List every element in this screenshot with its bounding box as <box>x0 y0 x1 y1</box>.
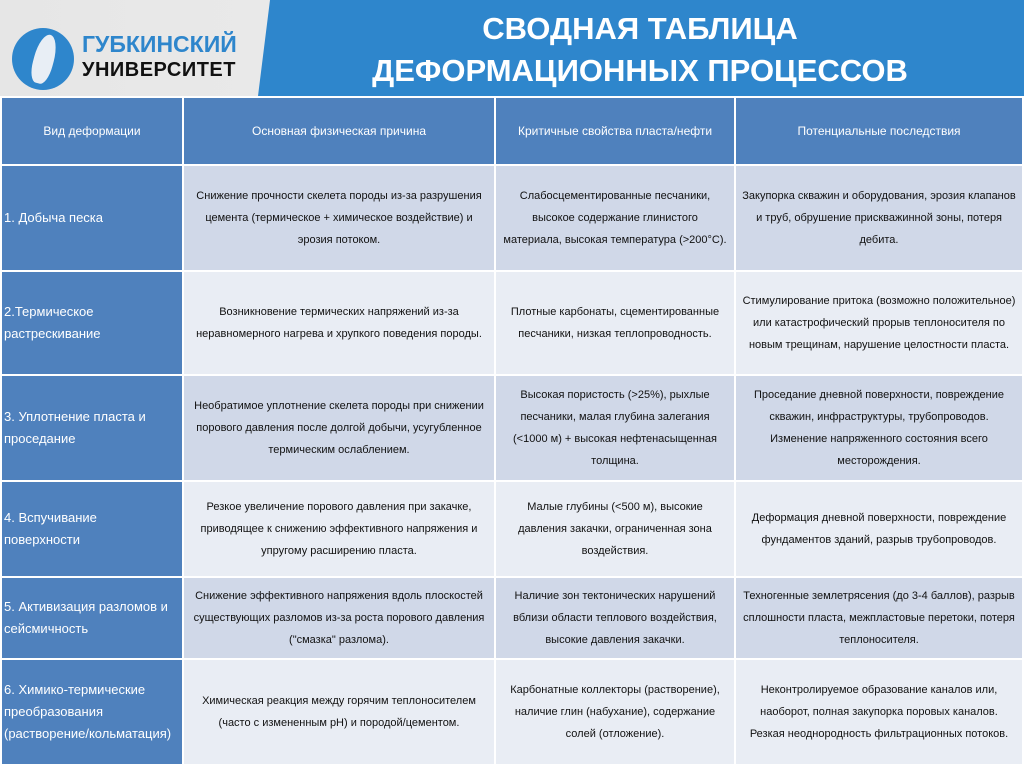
title-line1: СВОДНАЯ ТАБЛИЦА <box>482 11 798 46</box>
table-cell: Деформация дневной поверхности, повреждение фундаментов зданий, разрыв трубопроводов. <box>735 481 1023 577</box>
logo-text-line1: ГУБКИНСКИЙ <box>82 31 237 57</box>
table-cell: Резкое увеличение порового давления при закачке, приводящее к снижению эффективного напряжения и упругому расширению пласта. <box>183 481 495 577</box>
slide-title <box>300 8 980 92</box>
table-cell: Слабосцементированные песчаники, высокое содержание глинистого материала, высокая температура (>200°C). <box>495 165 735 271</box>
table-row <box>1 165 1023 271</box>
table-cell: Техногенные землетрясения (до 3-4 баллов), разрыв сплошности пласта, межпластовые перетоки, потеря теплоносителя. <box>735 577 1023 659</box>
column-header: Критичные свойства пласта/нефти <box>495 97 735 165</box>
table-row <box>1 577 1023 659</box>
column-header: Потенциальные последствия <box>735 97 1023 165</box>
deformation-table <box>0 96 1024 766</box>
table-cell: Стимулирование притока (возможно положительное) или катастрофический прорыв теплоносителя по новым трещинам, нарушение целостности пласта. <box>735 271 1023 375</box>
column-header: Основная физическая причина <box>183 97 495 165</box>
title-line2: ДЕФОРМАЦИОННЫХ ПРОЦЕССОВ <box>372 53 908 88</box>
table-cell: Высокая пористость (>25%), рыхлые песчаники, малая глубина залегания (<1000 м) + высокая нефтенасыщенная толщина. <box>495 375 735 481</box>
table-cell: Плотные карбонаты, сцементированные песчаники, низкая теплопроводность. <box>495 271 735 375</box>
table-cell: Химическая реакция между горячим теплоносителем (часто с измененным pH) и породой/цементом. <box>183 659 495 765</box>
deformation-type-cell: 5. Активизация разломов и сейсмичность <box>1 577 183 659</box>
table-row <box>1 375 1023 481</box>
table-header-row <box>1 97 1023 165</box>
table-cell: Необратимое уплотнение скелета породы при снижении порового давления после долгой добычи, усугубленное термическим ослаблением. <box>183 375 495 481</box>
table-cell: Наличие зон тектонических нарушений вблизи области теплового воздействия, высокие давления закачки. <box>495 577 735 659</box>
table-row <box>1 271 1023 375</box>
table-cell: Карбонатные коллекторы (растворение), наличие глин (набухание), содержание солей (отложение). <box>495 659 735 765</box>
table-cell: Возникновение термических напряжений из-за неравномерного нагрева и хрупкого поведения породы. <box>183 271 495 375</box>
deformation-type-cell: 1. Добыча песка <box>1 165 183 271</box>
table-cell: Проседание дневной поверхности, повреждение скважин, инфраструктуры, трубопроводов. Изменение напряженного состояния всего месторождения. <box>735 375 1023 481</box>
university-logo-icon <box>12 28 74 90</box>
deformation-type-cell: 3. Уплотнение пласта и проседание <box>1 375 183 481</box>
logo-text-line2: УНИВЕРСИТЕТ <box>82 59 236 81</box>
table-cell: Малые глубины (<500 м), высокие давления закачки, ограниченная зона воздействия. <box>495 481 735 577</box>
deformation-type-cell: 2.Термическое растрескивание <box>1 271 183 375</box>
table-cell: Закупорка скважин и оборудования, эрозия клапанов и труб, обрушение прискважинной зоны, потеря дебита. <box>735 165 1023 271</box>
deformation-type-cell: 6. Химико-термические преобразования (растворение/кольматация) <box>1 659 183 765</box>
table-cell: Снижение прочности скелета породы из-за разрушения цемента (термическое + химическое воздействие) и эрозия потоком. <box>183 165 495 271</box>
table-row <box>1 659 1023 765</box>
table-cell: Снижение эффективного напряжения вдоль плоскостей существующих разломов из-за роста порового давления ("смазка" разлома). <box>183 577 495 659</box>
column-header: Вид деформации <box>1 97 183 165</box>
table-cell: Неконтролируемое образование каналов или, наоборот, полная закупорка поровых каналов. Резкая неоднородность фильтрационных потоков. <box>735 659 1023 765</box>
deformation-type-cell: 4. Вспучивание поверхности <box>1 481 183 577</box>
slide-header <box>0 0 1024 96</box>
table-row <box>1 481 1023 577</box>
